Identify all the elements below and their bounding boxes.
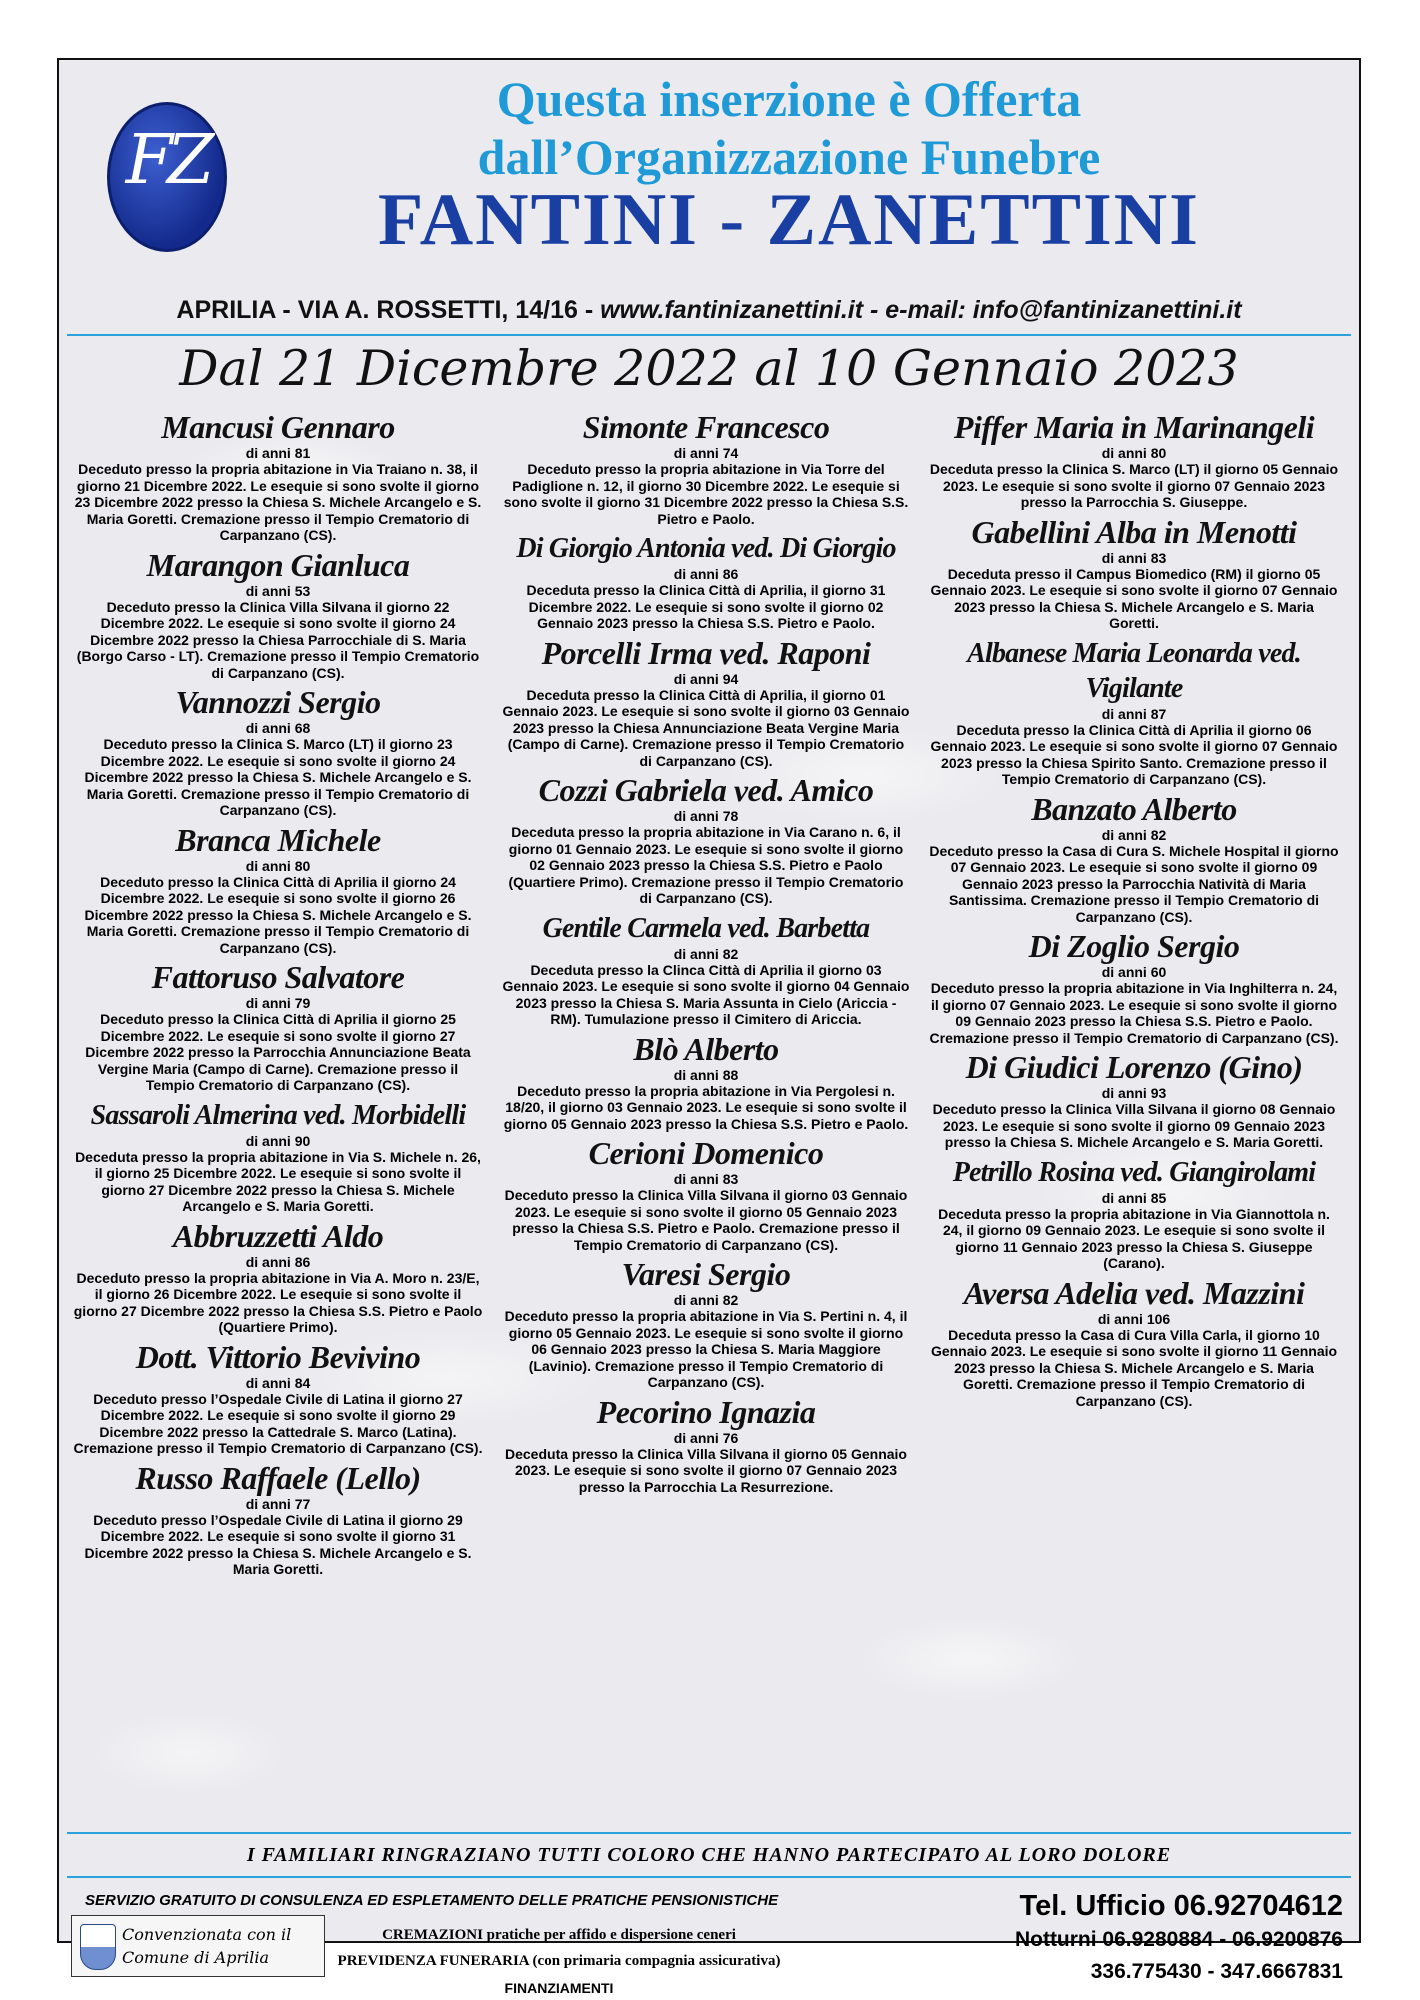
contacts-block — [903, 1888, 1343, 1988]
obituary-entry — [497, 410, 915, 527]
obituary-entry — [925, 515, 1343, 632]
address-bar — [59, 296, 1359, 325]
obituary-column-2 — [497, 410, 915, 1499]
obituary-name: Banzato Alberto — [1031, 790, 1237, 827]
obituary-name: Branca Michele — [175, 821, 381, 858]
obituary-entry — [925, 1050, 1343, 1151]
obituary-age: di anni 83 — [673, 1171, 739, 1187]
obituary-description: Deceduto presso la propria abitazione in Via A. Moro n. 23/E, il giorno 26 Dicembre 2022. Le esequie si sono svolte il giorno 27 Dicembre 2022 presso la Chiesa S.S. Pietro e Paolo (Quartiere Primo). — [73, 1269, 483, 1335]
obituary-description: Deceduto presso la propria abitazione in Via Torre del Padiglione n. 12, il giorno 30 Dicembre 2022. Le esequie si sono svolte il giorno 31 Dicembre 2022 presso la Chiesa S.S. Pietro e Paolo. — [503, 461, 909, 527]
obituary-description: Deceduto presso la propria abitazione in Via S. Pertini n. 4, il giorno 05 Gennaio 2023. Le esequie si sono svolte il giorno 06 Gennaio 2023 presso la Chiesa S. Maria Maggiore (Lavinio). Cremazione presso il Tempio Crematorio di Carpanzano (CS). — [504, 1308, 908, 1390]
obituary-description: Deceduta presso la Clinca Città di Aprilia il giorno 03 Gennaio 2023. Le esequie si sono svolte il giorno 04 Gennaio 2023 presso la Chiesa S. Maria Assunta in Cielo (Ariccia - RM). Tumulazione presso il Cimitero di Ariccia. — [502, 961, 910, 1027]
obituary-entry — [69, 1098, 487, 1215]
obituary-age: di anni 82 — [673, 1292, 739, 1308]
obituary-name: Fattoruso Salvatore — [151, 959, 405, 995]
obituary-description: Deceduto presso la Casa di Cura S. Michele Hospital il giorno 07 Gennaio 2023. Le esequie si sono svolte il giorno 09 Gennaio 2023 presso la Parrocchia Natività di Maria Santissima. Cremazione presso il Tempio Crematorio di Carpanzano (CS). — [929, 842, 1339, 925]
obituary-name: Cerioni Domenico — [588, 1135, 824, 1171]
obituary-age: di anni 79 — [245, 995, 311, 1011]
financing-note: FINANZIAMENTI — [504, 1980, 614, 1996]
obituary-name: Sassaroli Almerina ved. Morbidelli — [90, 1099, 466, 1131]
headline-line-2: dall’Organizzazione Funebre — [477, 129, 1101, 185]
obituary-name: Mancusi Gennaro — [161, 409, 395, 445]
obituary-description: Deceduta presso la Casa di Cura Villa Carla, il giorno 10 Gennaio 2023. Le esequie si sono svolte il giorno 11 Gennaio 2023 presso la Chiesa S. Michele Arcangelo e S. Maria Goretti. Cremazione presso il Tempio Crematorio di Carpanzano (CS). — [930, 1326, 1338, 1409]
obituary-name: Porcelli Irma ved. Raponi — [541, 634, 871, 671]
obituary-name: Vannozzi Sergio — [175, 684, 381, 720]
obituary-name: Di Giudici Lorenzo (Gino) — [965, 1049, 1303, 1085]
obituary-entry — [925, 792, 1343, 926]
obituary-name: Simonte Francesco — [582, 409, 830, 445]
obituary-age: di anni 53 — [245, 582, 311, 599]
obituary-name: Gabellini Alba in Menotti — [971, 513, 1297, 550]
obituary-age: di anni 86 — [673, 566, 739, 582]
obituary-age: di anni 80 — [245, 857, 311, 874]
address-separator: - — [863, 296, 886, 324]
obituary-description: Deceduto presso la propria abitazione in Via Inghilterra n. 24, il giorno 07 Gennaio 2023. Le esequie si sono svolte il giorno 09 Gennaio 2023 presso la Chiesa S.S. Pietro e Paolo. Cremazione presso il Tempio Crematorio di Carpanzano (CS). — [929, 980, 1339, 1046]
obituary-entry — [925, 636, 1343, 788]
obituary-age: di anni 85 — [1101, 1189, 1167, 1206]
obituary-description: Deceduta presso la Clinica S. Marco (LT) il giorno 05 Gennaio 2023. Le esequie si sono svolte il giorno 07 Gennaio 2023 presso la Parrocchia S. Giuseppe. — [929, 461, 1339, 510]
obituary-name: Abbruzzetti Aldo — [172, 1217, 384, 1254]
address-text: APRILIA - VIA A. ROSSETTI, 14/16 - — [176, 296, 601, 324]
obituary-name: Dott. Vittorio Bevivino — [135, 1338, 421, 1375]
obituary-name: Di Giorgio Antonia ved. Di Giorgio — [516, 533, 896, 564]
obituary-name: Cozzi Gabriela ved. Amico — [538, 772, 874, 808]
obituary-sheet — [57, 58, 1361, 1996]
obituary-age: di anni 82 — [673, 945, 739, 962]
obituary-entry — [497, 1136, 915, 1253]
obituary-description: Deceduto presso la Clinica S. Marco (LT) il giorno 23 Dicembre 2022. Le esequie si sono svolte il giorno 24 Dicembre 2022 presso la Chiesa S. Michele Arcangelo e S. Maria Goretti. Cremazione presso il Tempio Crematorio di Carpanzano (CS). — [84, 736, 472, 818]
obituary-age: di anni 93 — [1101, 1085, 1167, 1101]
obituary-description: Deceduto presso l’Ospedale Civile di Latina il giorno 27 Dicembre 2022. Le esequie si sono svolte il giorno 29 Dicembre 2022 presso la Cattedrale S. Marco (Latina). Cremazione presso il Tempio Crematorio di Carpanzano (CS). — [73, 1390, 483, 1456]
obituary-description: Deceduta presso la Clinica Villa Silvana il giorno 05 Gennaio 2023. Le esequie si sono svolte il giorno 07 Gennaio 2023 presso la Parrocchia La Resurrezione. — [505, 1445, 907, 1495]
obituary-name: Di Zoglio Sergio — [1028, 928, 1240, 964]
obituary-description: Deceduto presso la Clinica Villa Silvana il giorno 03 Gennaio 2023. Le esequie si sono svolte il giorno 05 Gennaio 2023 presso la Chiesa S.S. Pietro e Paolo. Cremazione presso il Tempio Crematorio di Carpanzano (CS). — [504, 1187, 908, 1253]
service-note: SERVIZIO GRATUITO DI CONSULENZA ED ESPLETAMENTO DELLE PRATICHE PENSIONISTICHE — [85, 1892, 779, 1909]
obituary-age: di anni 78 — [673, 808, 739, 824]
obituary-name: Albanese Maria Leonarda ved. Vigilante — [967, 637, 1301, 704]
cremation-note: CREMAZIONI pratiche per affido e dispersione ceneri — [382, 1927, 736, 1943]
obituary-name: Gentile Carmela ved. Barbetta — [542, 912, 870, 944]
obituary-entry — [497, 911, 915, 1028]
obituary-age: di anni 86 — [245, 1253, 311, 1270]
obituary-name: Petrillo Rosina ved. Giangirolami — [952, 1156, 1316, 1188]
convention-line-1: Convenzionata con il — [122, 1925, 292, 1944]
obituary-age: di anni 60 — [1101, 964, 1167, 980]
obituary-age: di anni 87 — [1101, 705, 1167, 722]
logo-monogram: FZ — [125, 121, 209, 200]
obituary-entry — [69, 548, 487, 682]
obituary-age: di anni 80 — [1101, 445, 1167, 461]
header-divider — [67, 334, 1351, 336]
obituary-entry — [69, 1461, 487, 1578]
obituary-age: di anni 74 — [673, 445, 739, 461]
obituary-column-3 — [925, 410, 1343, 1413]
obituary-description: Deceduta presso il Campus Biomedico (RM) il giorno 05 Gennaio 2023. Le esequie si sono svolte il giorno 07 Gennaio 2023 presso la Chiesa S. Michele Arcangelo e S. Maria Goretti. — [930, 565, 1338, 631]
obituary-age: di anni 88 — [673, 1066, 739, 1083]
convention-line-2: Comune di Aprilia — [122, 1948, 269, 1967]
obituary-age: di anni 77 — [245, 1495, 311, 1512]
footer-divider-2 — [67, 1876, 1351, 1878]
obituary-entry — [69, 410, 487, 544]
footer-divider — [67, 1832, 1351, 1834]
obituary-entry — [497, 531, 915, 632]
obituary-age: di anni 90 — [245, 1132, 311, 1149]
obituary-age: di anni 94 — [673, 670, 739, 687]
obituary-column-1 — [69, 410, 487, 1582]
obituary-description: Deceduto presso la Clinica Villa Silvana il giorno 22 Dicembre 2022. Le esequie si sono svolte il giorno 24 Dicembre 2022 presso la Chiesa Parrocchiale di S. Maria (Borgo Carso - LT). Cremazione presso il Tempio Crematorio di Carpanzano (CS). — [76, 598, 480, 681]
thanks-banner: I FAMILIARI RINGRAZIANO TUTTI COLORO CHE HANNO PARTECIPATO AL LORO DOLORE — [246, 1844, 1172, 1866]
night-phones[interactable]: Notturni 06.9280884 - 06.9200876 — [1014, 1928, 1343, 1951]
website-link[interactable]: www.fantinizanettini.it — [600, 296, 864, 324]
convention-badge — [71, 1915, 325, 1977]
obituary-entry — [69, 960, 487, 1094]
obituary-entry — [497, 1032, 915, 1133]
obituary-entry — [925, 1155, 1343, 1272]
mobile-phones[interactable]: 336.775430 - 347.6667831 — [1090, 1960, 1343, 1983]
obituary-entry — [497, 1257, 915, 1391]
obituary-name: Aversa Adelia ved. Mazzini — [963, 1274, 1305, 1311]
obituary-entry — [69, 1340, 487, 1457]
obituary-entry — [925, 929, 1343, 1046]
obituary-description: Deceduta presso la Clinica Città di Aprilia, il giorno 01 Gennaio 2023. Le esequie si sono svolte il giorno 03 Gennaio 2023 presso la Chiesa Annunciazione Beata Vergine Maria (Campo di Carne). Cremazione presso il Tempio Crematorio di Carpanzano (CS). — [502, 686, 910, 769]
convention-text — [122, 1923, 291, 1969]
period-title: Dal 21 Dicembre 2022 al 10 Gennaio 2023 — [179, 340, 1239, 397]
obituary-description: Deceduto presso la Clinica Città di Aprilia il giorno 25 Dicembre 2022. Le esequie si sono svolte il giorno 27 Dicembre 2022 presso la Parrocchia Annunciazione Beata Vergine Maria (Campo di Carne). Cremazione presso il Tempio Crematorio di Carpanzano (CS). — [85, 1011, 471, 1093]
obituary-description: Deceduto presso l’Ospedale Civile di Latina il giorno 29 Dicembre 2022. Le esequie si sono svolte il giorno 31 Dicembre 2022 presso la Chiesa S. Michele Arcangelo e S. Maria Goretti. — [84, 1511, 472, 1577]
obituary-name: Pecorino Ignazia — [596, 1393, 816, 1430]
obituary-entry — [69, 685, 487, 819]
obituary-age: di anni 82 — [1101, 826, 1167, 843]
headline-line-1: Questa inserzione è Offerta — [496, 71, 1082, 127]
obituary-name: Blò Alberto — [633, 1030, 779, 1067]
obituary-description: Deceduta presso la propria abitazione in Via S. Michele n. 26, il giorno 25 Dicembre 2022. Le esequie si sono svolte il giorno 27 Dicembre 2022 presso la Chiesa S. Michele Arcangelo e S. Maria Goretti. — [75, 1148, 481, 1214]
obituary-description: Deceduto presso la Clinica Villa Silvana il giorno 08 Gennaio 2023. Le esequie si sono svolte il giorno 09 Gennaio 2023 presso la Chiesa S. Michele Arcangelo e S. Maria Goretti. — [932, 1101, 1336, 1150]
brand-name: FANTINI - ZANETTINI — [378, 179, 1200, 261]
obituary-age: di anni 106 — [1097, 1310, 1171, 1327]
obituary-description: Deceduta presso la propria abitazione in Via Giannottola n. 24, il giorno 09 Gennaio 2023. Le esequie si sono svolte il giorno 11 Gennaio 2023 presso la Chiesa S. Giuseppe (Carano). — [938, 1205, 1330, 1271]
obituary-name: Piffer Maria in Marinangeli — [953, 409, 1315, 445]
obituary-description: Deceduta presso la propria abitazione in Via Carano n. 6, il giorno 01 Gennaio 2023. Le esequie si sono svolte il giorno 02 Gennaio 2023 presso la Chiesa S.S. Pietro e Paolo (Quartiere Primo). Cremazione presso il Tempio Crematorio di Carpanzano (CS). — [508, 824, 904, 906]
obituary-entry — [497, 773, 915, 907]
fz-logo — [107, 102, 227, 252]
office-phone[interactable]: Tel. Ufficio 06.92704612 — [1019, 1890, 1343, 1922]
obituary-description: Deceduto presso la propria abitazione in Via Traiano n. 38, il giorno 21 Dicembre 2022. Le esequie si sono svolte il giorno 23 Dicembre 2022 presso la Chiesa S. Michele Arcangelo e S. Maria Goretti. Cremazione presso il Tempio Crematorio di Carpanzano (CS). — [74, 461, 482, 543]
obituary-description: Deceduto presso la propria abitazione in Via Pergolesi n. 18/20, il giorno 03 Gennaio 2023. Le esequie si sono svolte il giorno 05 Gennaio 2023 presso la Chiesa S.S. Pietro e Paolo. — [503, 1082, 909, 1132]
obituary-age: di anni 83 — [1101, 549, 1167, 566]
obituary-name: Marangon Gianluca — [146, 546, 410, 583]
obituary-name: Varesi Sergio — [621, 1256, 791, 1292]
obituary-name: Russo Raffaele (Lello) — [135, 1459, 421, 1496]
obituary-entry — [69, 1219, 487, 1336]
obituary-age: di anni 84 — [245, 1374, 311, 1391]
obituary-description: Deceduta presso la Clinica Città di Aprilia, il giorno 31 Dicembre 2022. Le esequie si sono svolte il giorno 02 Gennaio 2023 presso la Chiesa S.S. Pietro e Paolo. — [526, 582, 886, 631]
obituary-entry — [497, 636, 915, 770]
obituary-description: Deceduto presso la Clinica Città di Aprilia il giorno 24 Dicembre 2022. Le esequie si sono svolte il giorno 26 Dicembre 2022 presso la Chiesa S. Michele Arcangelo e S. Maria Goretti. Cremazione presso il Tempio Crematorio di Carpanzano (CS). — [84, 873, 472, 956]
obituary-description: Deceduta presso la Clinica Città di Aprilia il giorno 06 Gennaio 2023. Le esequie si sono svolte il giorno 07 Gennaio 2023 presso la Chiesa Spirito Santo. Cremazione presso il Tempio Crematorio di Carpanzano (CS). — [930, 721, 1338, 787]
insurance-note: PREVIDENZA FUNERARIA (con primaria compagnia assicurativa) — [337, 1953, 781, 1969]
municipality-crest-icon — [80, 1924, 116, 1970]
obituary-age: di anni 76 — [673, 1429, 739, 1446]
obituary-entry — [69, 823, 487, 957]
obituary-entry — [925, 1276, 1343, 1410]
obituary-age: di anni 81 — [245, 445, 311, 461]
obituary-entry — [497, 1395, 915, 1496]
obituary-age: di anni 68 — [245, 720, 311, 736]
obituary-entry — [925, 410, 1343, 511]
email-link[interactable]: e-mail: info@fantinizanettini.it — [885, 296, 1242, 324]
